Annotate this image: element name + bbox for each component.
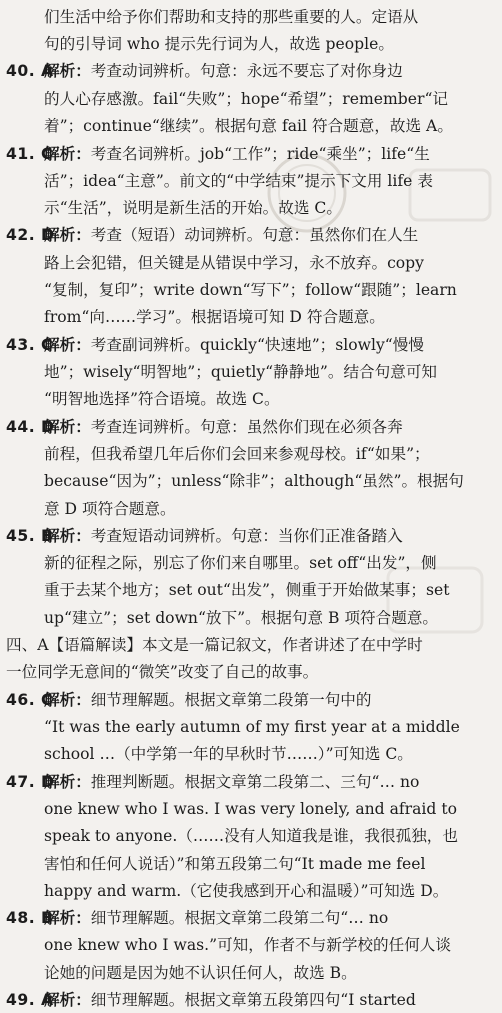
text-line: 前程，但我希望几年后你们会回来参观母校。if“如果”； (44, 445, 430, 463)
analysis-keyword: 解析： (44, 772, 91, 791)
list-item: 48. B 解析：细节理解题。根据文章第二段第二句“… no (0, 905, 502, 931)
text-line: “复制，复印”；write down“写下”；follow“跟随”；learn (44, 281, 457, 299)
list-item: 46. C 解析：细节理解题。根据文章第二段第一句中的 (0, 687, 502, 713)
analysis-keyword: 解析： (44, 908, 91, 927)
text-line: 活”；idea“主意”。前文的“中学结束”提示下文用 life 表 (44, 172, 433, 190)
list-item: 40. A 解析：考查动词辨析。句意：永远不要忘了对你身边 (0, 58, 502, 84)
text-line: 地”；wisely“明智地”；quietly“静静地”。结合句意可知 (44, 363, 438, 381)
text-line: “明智地选择”符合语境。故选 C。 (44, 390, 280, 408)
analysis-keyword: 解析： (44, 225, 91, 244)
item-number: 46. C (6, 691, 53, 709)
list-item: 44. D 解析：考查连词辨析。句意：虽然你们现在必须各奔 (0, 414, 502, 440)
section-heading: 四、A【语篇解读】本文是一篇记叙文，作者讲述了在中学时 (6, 636, 423, 654)
text-line: happy and warm.（它使我感到开心和温暖）”可知选 D。 (44, 882, 449, 900)
text-line: because“因为”；unless“除非”；although“虽然”。根据句 (44, 472, 464, 490)
text-line: 一位同学无意间的“微笑”改变了自己的故事。 (6, 663, 319, 681)
list-item: 41. C 解析：考查名词辨析。job“工作”；ride“乘坐”；life“生 (0, 141, 502, 167)
item-number: 42. D (6, 226, 55, 244)
text-line: 的人心存感激。fail“失败”；hope“希望”；remember“记 (44, 90, 449, 108)
text-line: 害怕和任何人说话）”和第五段第二句“It made me feel (44, 855, 426, 873)
item-number: 47. D (6, 773, 55, 791)
item-number: 40. A (6, 62, 54, 80)
text-line: up“建立”；set down“放下”。根据句意 B 项符合题意。 (44, 609, 439, 627)
analysis-keyword: 解析： (44, 417, 91, 436)
analysis-keyword: 解析： (44, 144, 91, 163)
list-item: 45. B 解析：考查短语动词辨析。句意：当你们正准备踏入 (0, 523, 502, 549)
analysis-keyword: 解析： (44, 526, 91, 545)
list-item: 43. C 解析：考查副词辨析。quickly“快速地”；slowly“慢慢 (0, 332, 502, 358)
text-line: 新的征程之际，别忘了你们来自哪里。set off“出发”，侧 (44, 554, 437, 572)
text-line: speak to anyone.（……没有人知道我是谁，我很孤独，也 (44, 827, 458, 845)
item-number: 41. C (6, 145, 53, 163)
item-number: 49. A (6, 991, 54, 1009)
analysis-keyword: 解析： (44, 690, 91, 709)
analysis-keyword: 解析： (44, 61, 91, 80)
text-line: 意 D 项符合题意。 (44, 500, 176, 518)
text-line: 路上会犯错，但关键是从错误中学习，永不放弃。copy (44, 254, 424, 272)
text-line: 重于去某个地方；set out“出发”，侧重于开始做某事；set (44, 581, 450, 599)
text-line: school …（中学第一年的早秋时节……）”可知选 C。 (44, 745, 413, 763)
text-line: from“向……学习”。根据语境可知 D 符合题意。 (44, 308, 385, 326)
text-line: one knew who I was. I was very lonely, and afraid to (44, 800, 457, 818)
text-line: “It was the early autumn of my first year at a middle (44, 718, 460, 736)
item-number: 48. B (6, 909, 54, 927)
item-number: 44. D (6, 418, 55, 436)
text-line: 句的引导词 who 提示先行词为人，故选 people。 (44, 35, 394, 53)
text-line: 论她的问题是因为她不认识任何人，故选 B。 (44, 964, 357, 982)
text-line: 着”；continue“继续”。根据句意 fail 符合题意，故选 A。 (44, 117, 453, 135)
text-line: 示“生活”，说明是新生活的开始。故选 C。 (44, 199, 342, 217)
text-line: 们生活中给予你们帮助和支持的那些重要的人。定语从 (44, 8, 419, 26)
analysis-keyword: 解析： (44, 335, 91, 354)
list-item: 49. A 解析：细节理解题。根据文章第五段第四句“I started (0, 987, 502, 1013)
list-item: 47. D 解析：推理判断题。根据文章第二段第二、三句“… no (0, 769, 502, 795)
text-line: one knew who I was.”可知，作者不与新学校的任何人谈 (44, 936, 451, 954)
item-number: 43. C (6, 336, 53, 354)
item-number: 45. B (6, 527, 54, 545)
list-item: 42. D 解析：考查（短语）动词辨析。句意：虽然你们在人生 (0, 222, 502, 248)
analysis-keyword: 解析： (44, 990, 91, 1009)
